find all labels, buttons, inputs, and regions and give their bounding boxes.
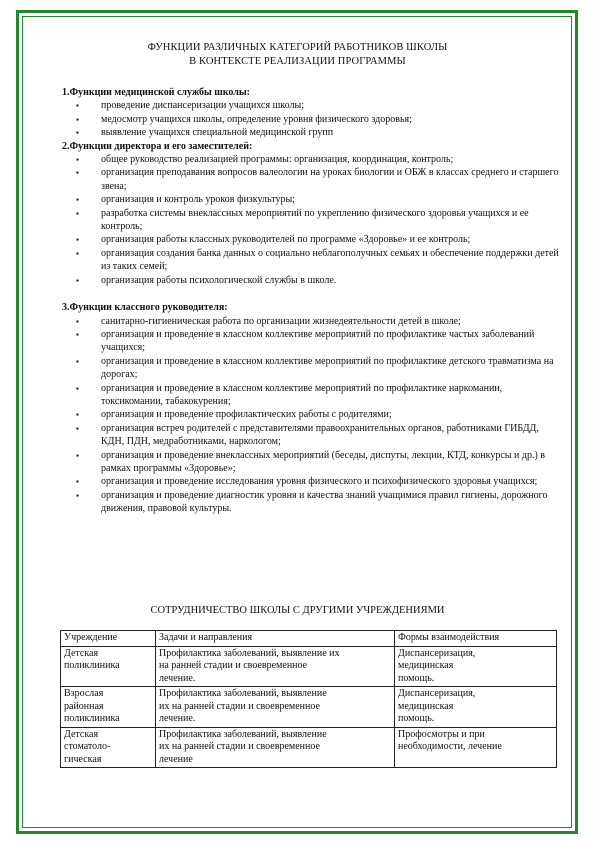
table-body bbox=[61, 646, 557, 768]
list-item: ▪ организация работы психологической службы в школе. bbox=[76, 274, 562, 287]
page-title-line1: ФУНКЦИИ РАЗЛИЧНЫХ КАТЕГОРИЙ РАБОТНИКОВ ШКОЛЫ bbox=[147, 42, 448, 53]
list-item: ▪ организация и проведение диагностик уровня и качества знаний учащимися правил гигиены, дорожного движения, правовой культуры. bbox=[76, 489, 562, 516]
table-title: СОТРУДНИЧЕСТВО ШКОЛЫ С ДРУГИМИ УЧРЕЖДЕНИЯМИ bbox=[150, 605, 445, 616]
table-cell: Профосмотры и при необходимости, лечение bbox=[395, 727, 557, 768]
list-item: ▪ организация встреч родителей с представителями правоохранительных органов, работниками ГИБДД, КДН, ПДН, медработниками, наркологом; bbox=[76, 422, 562, 449]
list-item: ▪ организация преподавания вопросов валеологии на уроках биологии и ОБЖ в классах среднего и старшего звена; bbox=[76, 166, 562, 193]
list-item: ▪ разработка системы внеклассных мероприятий по укреплению физического здоровья учащихся и ее контроль; bbox=[76, 207, 562, 234]
table-cell: Детская поликлиника bbox=[61, 646, 156, 687]
table-header-cell: Формы взаимодействия bbox=[395, 631, 557, 647]
table-cell: Профилактика заболеваний, выявление их на ранней стадии и своевременное лечение. bbox=[156, 646, 395, 687]
table-row bbox=[61, 727, 557, 768]
list-item: ▪ проведение диспансеризации учащихся школы; bbox=[76, 99, 562, 112]
list-item: ▪ организация и проведение в классном коллективе мероприятий по профилактике детского травматизма на дорогах; bbox=[76, 355, 562, 382]
table-header-row bbox=[61, 631, 557, 647]
cooperation-table bbox=[60, 630, 557, 768]
list-item: ▪ организация и проведение в классном коллективе мероприятий по профилактике наркомании, токсикомании, табакокурения; bbox=[76, 382, 562, 409]
table-cell: Диспансеризация, медицинская помощь. bbox=[395, 687, 557, 728]
table-row bbox=[61, 687, 557, 728]
list-item: ▪ организация и проведение внеклассных мероприятий (беседы, диспуты, лекции, КТД, конкурсы и др.) в рамках программы «Здоровье»; bbox=[76, 449, 562, 476]
table-header-cell: Задачи и направления bbox=[156, 631, 395, 647]
section-heading: 2.Функции директора и его заместителей: bbox=[62, 140, 253, 152]
list-item: ▪ медосмотр учащихся школы, определение уровня физического здоровья; bbox=[76, 113, 562, 126]
list-item: ▪ выявление учащихся специальной медицинской групп bbox=[76, 126, 562, 139]
table-cell: Взрослая районная поликлиника bbox=[61, 687, 156, 728]
section-list bbox=[62, 315, 562, 516]
section-heading: 3.Функции классного руководителя: bbox=[62, 302, 228, 314]
list-item: ▪ организация и проведение профилактических работы с родителями; bbox=[76, 408, 562, 421]
table-cell: Профилактика заболеваний, выявление их на ранней стадии и своевременное лечение bbox=[156, 727, 395, 768]
section-list bbox=[62, 99, 562, 139]
section-heading: 1.Функции медицинской службы школы: bbox=[62, 87, 250, 98]
list-item: ▪ организация создания банка данных о социально неблагополучных семьях и обеспечение поддержки детей из таких семей; bbox=[76, 247, 562, 274]
list-item: ▪ организация и проведение в классном коллективе мероприятий по профилактике частых заболеваний учащихся; bbox=[76, 328, 562, 355]
table-cell: Диспансеризация, медицинская помощь. bbox=[395, 646, 557, 687]
list-item: ▪ организация и контроль уроков физкультуры; bbox=[76, 193, 562, 206]
list-item: ▪ общее руководство реализацией программы: организация, координация, контроль; bbox=[76, 153, 562, 166]
section-list bbox=[62, 153, 562, 287]
table-header-cell: Учреждение bbox=[61, 631, 156, 647]
functions-sections bbox=[62, 86, 562, 516]
table-row bbox=[61, 646, 557, 687]
list-item: ▪ организация и проведение исследования уровня физического и психофизического здоровья учащихся; bbox=[76, 475, 562, 488]
section-gap bbox=[62, 287, 562, 301]
list-item: ▪ санитарно-гигиеническая работа по организации жизнедеятельности детей в школе; bbox=[76, 315, 562, 328]
table-cell: Детская стоматоло- гическая bbox=[61, 727, 156, 768]
page-title-line2: В КОНТЕКСТЕ РЕАЛИЗАЦИИ ПРОГРАММЫ bbox=[189, 56, 406, 67]
table-cell: Профилактика заболеваний, выявление их на ранней стадии и своевременное лечение. bbox=[156, 687, 395, 728]
list-item: ▪ организация работы классных руководителей по программе «Здоровье» и ее контроль; bbox=[76, 233, 562, 246]
